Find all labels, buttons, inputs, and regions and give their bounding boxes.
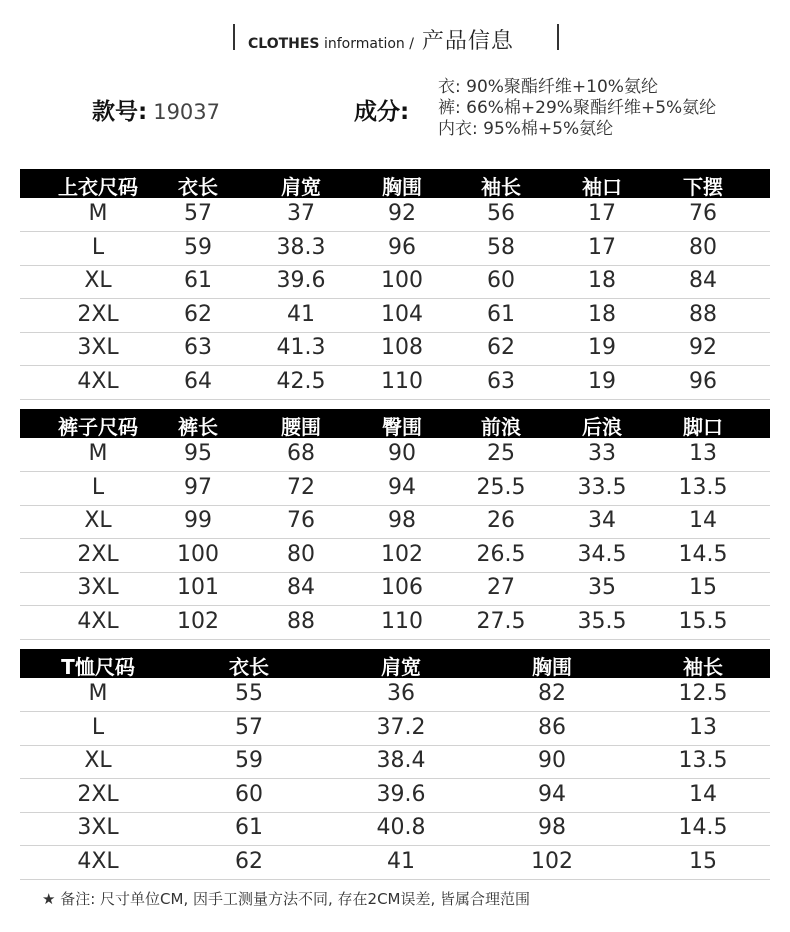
header-divider-left <box>233 24 235 50</box>
composition-label: 成分: <box>354 99 410 125</box>
measurement-cell: 99 <box>184 508 212 533</box>
measurement-cell: 55 <box>235 681 263 706</box>
measurement-cell: 110 <box>381 608 423 634</box>
size-label: L <box>91 234 105 260</box>
measurement-cell: 106 <box>381 575 423 600</box>
measurement-cell: 94 <box>538 781 566 807</box>
size-label: 2XL <box>77 541 119 567</box>
table-row <box>20 812 770 846</box>
header-title <box>248 24 514 55</box>
composition-lines <box>438 77 716 140</box>
measurement-cell: 37.2 <box>376 714 426 740</box>
column-header: 胸围 <box>382 175 422 199</box>
measurement-cell: 56 <box>487 201 515 226</box>
measurement-cell: 39.6 <box>376 781 426 807</box>
measurement-cell: 14.5 <box>678 815 728 840</box>
table-row <box>20 472 770 506</box>
page-header <box>0 22 790 56</box>
measurement-cell: 96 <box>388 234 416 260</box>
measurement-cell: 102 <box>177 608 219 634</box>
measurement-cell: 82 <box>538 681 566 706</box>
table-row <box>20 539 770 573</box>
column-header: 下摆 <box>683 175 723 199</box>
measurement-cell: 62 <box>184 301 212 327</box>
column-header: 衣长 <box>178 175 218 199</box>
size-label: 4XL <box>77 368 119 394</box>
measurement-cell: 63 <box>487 368 515 394</box>
size-label: L <box>91 714 105 740</box>
table-row <box>20 606 770 640</box>
table-row <box>20 332 770 366</box>
table-row <box>20 366 770 400</box>
measurement-cell: 96 <box>689 368 717 394</box>
measurement-cell: 61 <box>184 268 212 293</box>
size-label: 4XL <box>77 608 119 634</box>
header-divider-right <box>557 24 559 50</box>
measurement-cell: 84 <box>287 575 315 600</box>
measurement-cell: 95 <box>184 441 212 466</box>
measurement-cell: 102 <box>381 541 423 567</box>
measurement-cell: 13 <box>689 714 717 740</box>
measurement-cell: 36 <box>387 681 415 706</box>
measurement-cell: 62 <box>235 848 263 874</box>
size-label: L <box>91 474 105 500</box>
measurement-cell: 98 <box>388 508 416 533</box>
size-label: 3XL <box>77 815 119 840</box>
column-header: 袖长 <box>481 175 521 199</box>
table-row <box>20 712 770 746</box>
measurement-cell: 84 <box>689 268 717 293</box>
measurement-cell: 40.8 <box>376 815 426 840</box>
measurement-cell: 92 <box>388 201 416 226</box>
measurement-cell: 90 <box>538 748 566 773</box>
measurement-cell: 86 <box>538 714 566 740</box>
column-header: T恤尺码 <box>61 655 135 679</box>
column-header: 后浪 <box>582 415 622 439</box>
footnote: ★ 备注: 尺寸单位CM, 因手工测量方法不同, 存在2CM误差, 皆属合理范围 <box>42 890 531 908</box>
measurement-cell: 102 <box>531 848 573 874</box>
measurement-cell: 39.6 <box>276 268 326 293</box>
table-row <box>20 779 770 813</box>
measurement-cell: 18 <box>588 301 616 327</box>
column-header: 袖口 <box>582 175 622 199</box>
measurement-cell: 15 <box>689 848 717 874</box>
header-title-cn: 产品信息 <box>413 29 514 54</box>
column-header: 裤长 <box>178 415 218 439</box>
measurement-cell: 72 <box>287 474 315 500</box>
measurement-cell: 41 <box>387 848 415 874</box>
size-label: M <box>88 201 108 226</box>
measurement-cell: 88 <box>287 608 315 634</box>
measurement-cell: 34 <box>588 508 616 533</box>
measurement-cell: 42.5 <box>276 368 326 394</box>
measurement-cell: 59 <box>235 748 263 773</box>
measurement-cell: 18 <box>588 268 616 293</box>
measurement-cell: 12.5 <box>678 681 728 706</box>
column-header: 上衣尺码 <box>58 175 138 199</box>
size-label: 3XL <box>77 335 119 360</box>
measurement-cell: 14 <box>689 781 717 807</box>
column-header: 脚口 <box>683 415 723 439</box>
measurement-cell: 59 <box>184 234 212 260</box>
measurement-cell: 26.5 <box>476 541 526 567</box>
table-row <box>20 505 770 539</box>
column-header: 裤子尺码 <box>58 415 138 439</box>
measurement-cell: 13 <box>689 441 717 466</box>
measurement-cell: 38.3 <box>276 234 326 260</box>
column-header: 胸围 <box>532 655 572 679</box>
measurement-cell: 37 <box>287 201 315 226</box>
style-number-value: 19037 <box>153 100 221 124</box>
measurement-cell: 90 <box>388 441 416 466</box>
size-label: M <box>88 441 108 466</box>
size-label: XL <box>84 748 112 773</box>
composition-pants: 裤: 66%棉+29%聚酯纤维+5%氨纶 <box>438 98 717 118</box>
measurement-cell: 15.5 <box>678 608 728 634</box>
size-label: 2XL <box>77 301 119 327</box>
measurement-cell: 38.4 <box>376 748 426 773</box>
measurement-cell: 62 <box>487 335 515 360</box>
table-row <box>20 678 770 712</box>
measurement-cell: 100 <box>177 541 219 567</box>
size-label: 4XL <box>77 848 119 874</box>
header-title-en-bold: CLOTHES <box>248 36 320 52</box>
measurement-cell: 34.5 <box>577 541 627 567</box>
measurement-cell: 27.5 <box>476 608 526 634</box>
measurement-cell: 19 <box>588 335 616 360</box>
size-label: M <box>88 681 108 706</box>
top-size-table-header <box>20 169 770 198</box>
column-header: 腰围 <box>281 415 321 439</box>
measurement-cell: 58 <box>487 234 515 260</box>
measurement-cell: 64 <box>184 368 212 394</box>
measurement-cell: 33 <box>588 441 616 466</box>
measurement-cell: 60 <box>487 268 515 293</box>
measurement-cell: 19 <box>588 368 616 394</box>
measurement-cell: 57 <box>184 201 212 226</box>
column-header: 肩宽 <box>281 175 321 199</box>
measurement-cell: 100 <box>381 268 423 293</box>
size-label: 3XL <box>77 575 119 600</box>
style-number-label: 款号: <box>92 99 148 125</box>
measurement-cell: 61 <box>487 301 515 327</box>
pants-size-table-header <box>20 409 770 438</box>
measurement-cell: 26 <box>487 508 515 533</box>
measurement-cell: 35.5 <box>577 608 627 634</box>
measurement-cell: 110 <box>381 368 423 394</box>
composition-top: 衣: 90%聚酯纤维+10%氨纶 <box>438 77 658 97</box>
measurement-cell: 97 <box>184 474 212 500</box>
measurement-cell: 63 <box>184 335 212 360</box>
measurement-cell: 13.5 <box>678 748 728 773</box>
size-label: XL <box>84 508 112 533</box>
table-row <box>20 232 770 266</box>
measurement-cell: 57 <box>235 714 263 740</box>
measurement-cell: 60 <box>235 781 263 807</box>
measurement-cell: 76 <box>287 508 315 533</box>
measurement-cell: 25.5 <box>476 474 526 500</box>
measurement-cell: 108 <box>381 335 423 360</box>
table-row <box>20 198 770 232</box>
header-title-en-light: information / <box>319 36 414 52</box>
column-header: 前浪 <box>481 415 521 439</box>
measurement-cell: 15 <box>689 575 717 600</box>
measurement-cell: 104 <box>381 301 423 327</box>
table-row <box>20 745 770 779</box>
measurement-cell: 80 <box>689 234 717 260</box>
measurement-cell: 94 <box>388 474 416 500</box>
measurement-cell: 101 <box>177 575 219 600</box>
measurement-cell: 68 <box>287 441 315 466</box>
measurement-cell: 33.5 <box>577 474 627 500</box>
measurement-cell: 88 <box>689 301 717 327</box>
measurement-cell: 14 <box>689 508 717 533</box>
measurement-cell: 17 <box>588 201 616 226</box>
table-row <box>20 438 770 472</box>
measurement-cell: 80 <box>287 541 315 567</box>
column-header: 衣长 <box>229 655 269 679</box>
measurement-cell: 13.5 <box>678 474 728 500</box>
column-header: 臀围 <box>382 415 422 439</box>
measurement-cell: 14.5 <box>678 541 728 567</box>
table-row <box>20 299 770 333</box>
measurement-cell: 76 <box>689 201 717 226</box>
measurement-cell: 61 <box>235 815 263 840</box>
style-number <box>92 93 220 126</box>
column-header: 袖长 <box>683 655 723 679</box>
size-label: 2XL <box>77 781 119 807</box>
table-row <box>20 846 770 880</box>
table-row <box>20 265 770 299</box>
measurement-cell: 17 <box>588 234 616 260</box>
measurement-cell: 27 <box>487 575 515 600</box>
column-header: 肩宽 <box>381 655 421 679</box>
table-row <box>20 572 770 606</box>
measurement-cell: 41.3 <box>276 335 326 360</box>
composition-underwear: 内衣: 95%棉+5%氨纶 <box>438 119 614 139</box>
measurement-cell: 98 <box>538 815 566 840</box>
measurement-cell: 41 <box>287 301 315 327</box>
tshirt-size-table-header <box>20 649 770 678</box>
measurement-cell: 92 <box>689 335 717 360</box>
measurement-cell: 35 <box>588 575 616 600</box>
size-label: XL <box>84 268 112 293</box>
measurement-cell: 25 <box>487 441 515 466</box>
